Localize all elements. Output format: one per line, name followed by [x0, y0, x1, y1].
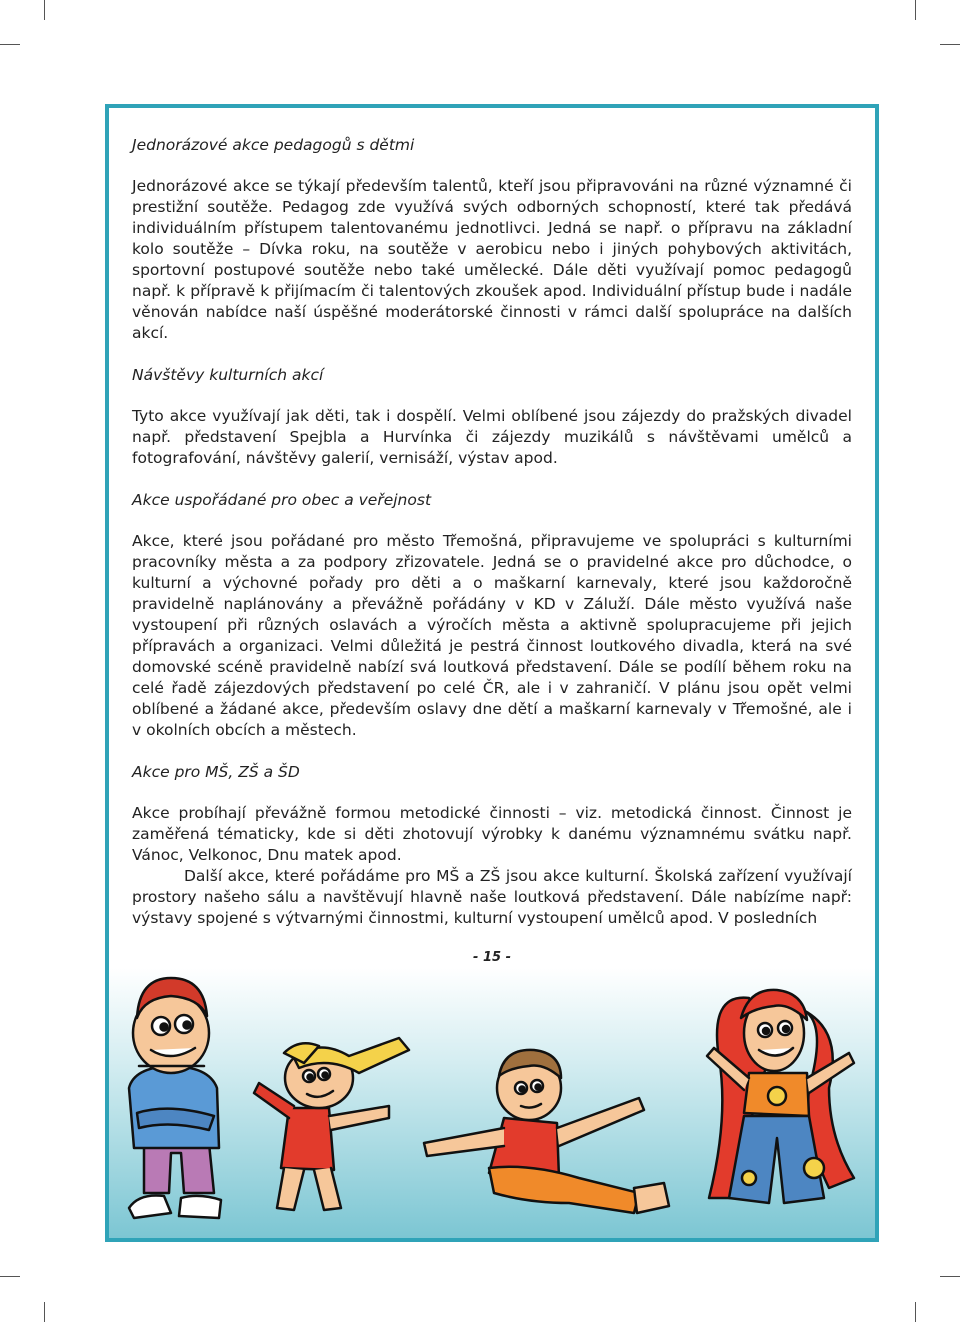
crop-mark	[915, 1302, 916, 1322]
section-paragraph: Jednorázové akce se týkají především talentů, kteří jsou připravováni na různé významné či prestižní soutěže. Pedagog zde využívá svých odborných schopností, které tak předává individuálním přístupem talentovanému jednotlivci. Jedná se např. o přípravu na základní kolo soutěže – Dívka roku, na soutěže v aerobicu nebo i jiných pohybových aktivitách, sportovní postupové soutěže nebo také umělecké. Dále děti využívají pomoc pedagogů např. k přípravě k přijímacím či talentových zkoušek apod. Individuální přístup bude i nadále věnován nabídce naší úspěšné moderátorské činnosti v rámci další spolupráce na dalších akcí.	[132, 177, 852, 342]
cartoon-children-illustration	[109, 938, 875, 1238]
crop-mark	[915, 0, 916, 20]
section-paragraph: Tyto akce využívají jak děti, tak i dospělí. Velmi oblíbené jsou zájezdy do pražských divadel např. představení Spejbla a Hurvínka či zájezdy muzikálů s návštěvami umělců a fotografování, návštěvy galerií, vernisáží, výstav apod.	[132, 407, 852, 467]
crop-mark	[44, 0, 45, 20]
crop-mark	[940, 44, 960, 45]
crop-mark	[0, 44, 20, 45]
cartoon-boy-arms-crossed	[129, 978, 221, 1218]
page-content	[132, 132, 852, 929]
crop-mark	[940, 1276, 960, 1277]
section-heading: Návštěvy kulturních akcí	[132, 366, 324, 384]
cartoon-girl-yellow-hair	[254, 1038, 409, 1210]
section-heading: Jednorázové akce pedagogů s dětmi	[132, 136, 415, 154]
section-paragraph-continued: Další akce, které pořádáme pro MŠ a ZŠ jsou akce kulturní. Školská zařízení využívají prostory našeho sálu a navštěvují hlavně naše loutková představení. Dále nabízíme např: výstavy spojené s výtvarnými činnostmi, kulturní vystoupení umělců apod. V posledních	[132, 867, 852, 927]
section-heading: Akce uspořádané pro obec a veřejnost	[132, 491, 432, 509]
crop-mark	[44, 1302, 45, 1322]
cartoon-girl-red-hair	[707, 990, 854, 1203]
cartoon-boy-sitting	[424, 1050, 669, 1213]
page-number: - 15 -	[473, 950, 511, 965]
section-paragraph: Akce, které jsou pořádané pro město Třemošná, připravujeme ve spolupráci s kulturními pracovníky města a za podpory zřizovatele. Jedná se o pravidelné akce pro důchodce, o kulturní a výchovné pořady pro děti a o maškarní karnevaly, které jsou každoročně pravidelně naplánovány a převážně pořádány v KD v Záluží. Dále město využívá naše vystoupení při různých oslavách a výročích města a aktivně spolupracujeme při jejich přípravách a organizaci. Velmi důležitá je pestrá činnost loutkového divadla, která na své domovské scéně pravidelně nabízí svá loutková představení. Dále se podílí během roku na celé řadě zájezdových představení po celé ČR, ale i v zahraničí. V plánu jsou opět velmi oblíbené a žádané akce, především oslavy dne dětí a maškarní karnevaly v Třemošné, ale i v okolních obcích a městech.	[132, 532, 852, 739]
section-heading: Akce pro MŠ, ZŠ a ŠD	[132, 763, 300, 781]
page-frame	[105, 104, 879, 1242]
crop-mark	[0, 1276, 20, 1277]
section-paragraph: Akce probíhají převážně formou metodické činnosti – viz. metodická činnost. Činnost je zaměřená tématicky, kde si děti zhotovují výrobky k danému významnému svátku např. Vánoc, Velkonoc, Dnu matek apod.	[132, 804, 852, 864]
